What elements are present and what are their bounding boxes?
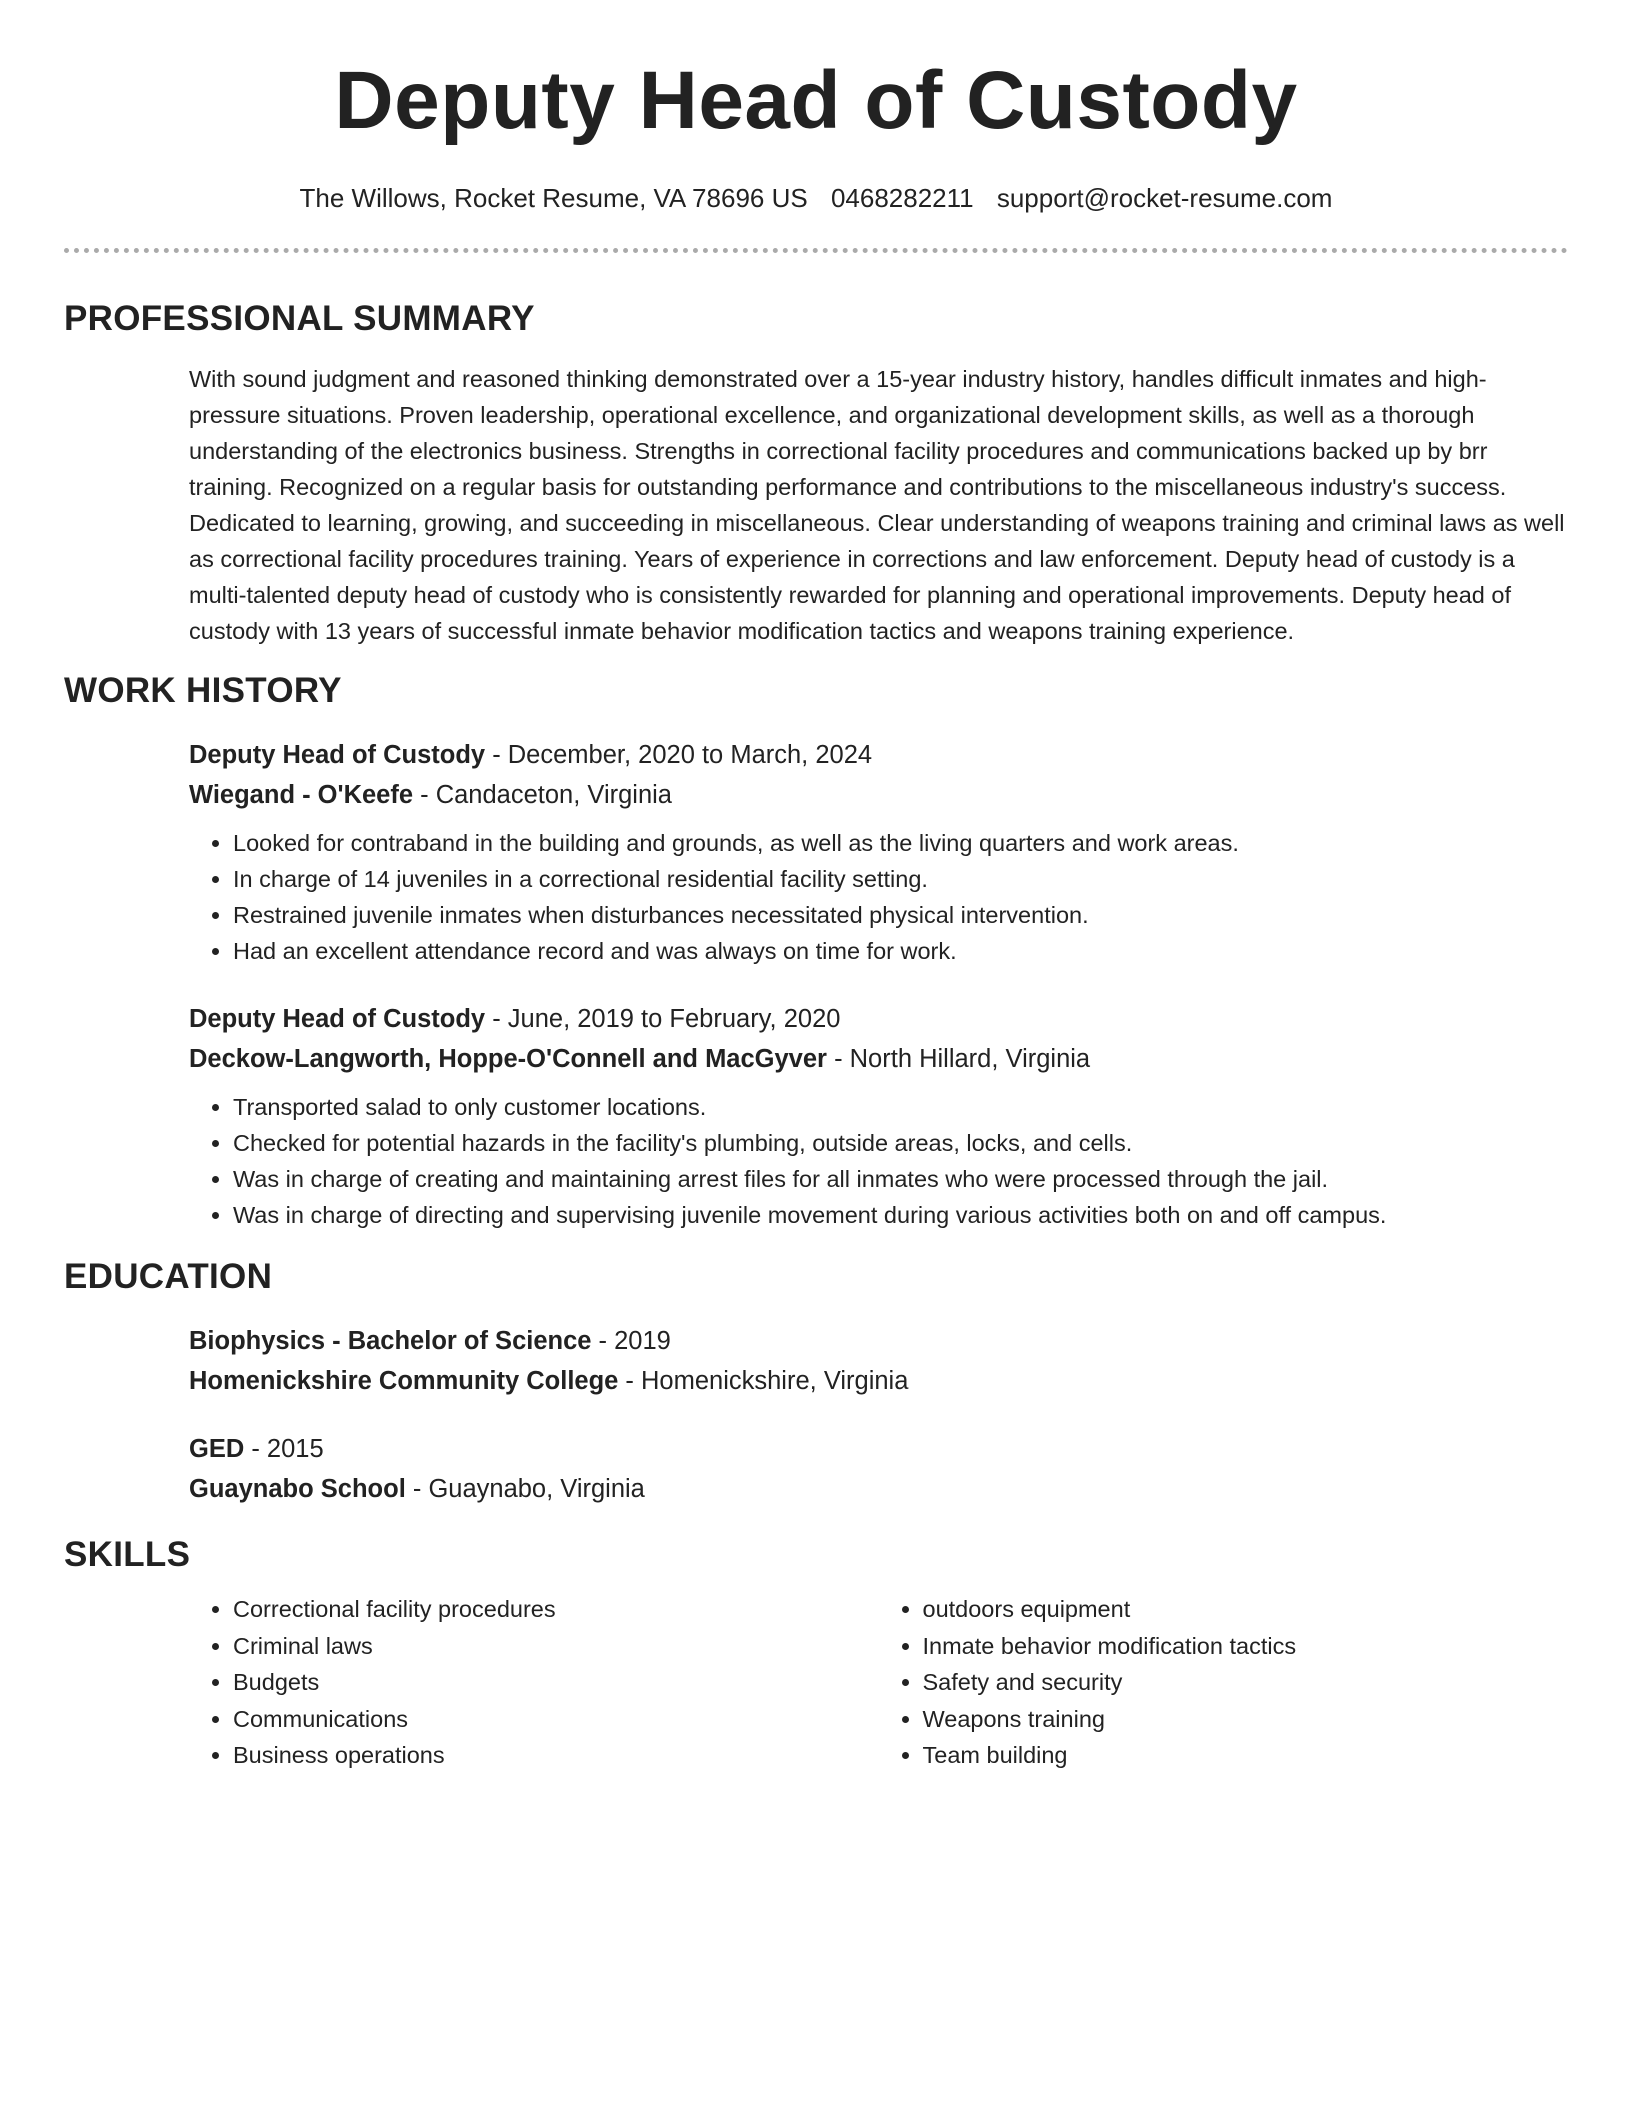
list-item: • Restrained juvenile inmates when disturbances necessitated physical intervention. <box>233 897 1568 933</box>
skill-item: • Budgets <box>233 1664 879 1701</box>
skill-item: • outdoors equipment <box>923 1591 1569 1628</box>
education-school-line <box>189 1469 1568 1509</box>
skill-item: • Communications <box>233 1701 879 1738</box>
list-item: • Had an excellent attendance record and was always on time for work. <box>233 933 1568 969</box>
skill-item: • Criminal laws <box>233 1628 879 1665</box>
education-degree: GED <box>189 1435 245 1464</box>
education-heading: EDUCATION <box>64 1257 273 1297</box>
education-entry <box>64 1429 1568 1509</box>
list-item: • Was in charge of directing and supervising juvenile movement during various activities both on and off campus. <box>233 1197 1568 1233</box>
skills-grid <box>64 1591 1568 1774</box>
skill-item: • Inmate behavior modification tactics <box>923 1628 1569 1665</box>
skills-list-left <box>189 1591 879 1774</box>
education-degree-line <box>189 1429 1568 1469</box>
summary-heading: PROFESSIONAL SUMMARY <box>64 299 535 339</box>
job-entry <box>64 735 1568 969</box>
header-divider <box>64 248 1568 253</box>
education-degree: Biophysics - Bachelor of Science <box>189 1327 592 1356</box>
contact-email: support@rocket-resume.com <box>996 183 1333 214</box>
job-company-line <box>189 775 1568 815</box>
education-school-line <box>189 1361 1568 1401</box>
job-company: Wiegand - O'Keefe <box>189 781 414 810</box>
job-dates: - December, 2020 to March, 2024 <box>485 741 873 770</box>
education-location: - Homenickshire, Virginia <box>618 1367 909 1396</box>
skill-item: • Weapons training <box>923 1701 1569 1738</box>
skills-heading: SKILLS <box>64 1535 191 1575</box>
job-role: Deputy Head of Custody <box>189 1005 486 1034</box>
list-item: • Was in charge of creating and maintaining arrest files for all inmates who were processed through the jail. <box>233 1161 1568 1197</box>
list-item: • Looked for contraband in the building and grounds, as well as the living quarters and work areas. <box>233 825 1568 861</box>
education-entry <box>64 1321 1568 1401</box>
job-location: - North Hillard, Virginia <box>826 1045 1091 1074</box>
job-dates: - June, 2019 to February, 2020 <box>485 1005 841 1034</box>
education-year: - 2015 <box>244 1435 324 1464</box>
skill-item: • Correctional facility procedures <box>233 1591 879 1628</box>
job-title-line <box>189 999 1568 1039</box>
skills-list-right <box>879 1591 1569 1774</box>
job-company-line <box>189 1039 1568 1079</box>
list-item: • Checked for potential hazards in the facility's plumbing, outside areas, locks, and cells. <box>233 1125 1568 1161</box>
skill-item: • Business operations <box>233 1737 879 1774</box>
summary-text: With sound judgment and reasoned thinking demonstrated over a 15-year industry history, handles difficult inmates and high-pressure situations. Proven leadership, operational excellence, and organizational development skills, as well as a thorough understanding of the electronics business. Strengths in correctional facility procedures and communications backed up by brr training. Recognized on a regular basis for outstanding performance and contributions to the miscellaneous industry's success. Dedicated to learning, growing, and succeeding in miscellaneous. Clear understanding of weapons training and criminal laws as well as correctional facility procedures training. Years of experience in corrections and law enforcement. Deputy head of custody is a multi-talented deputy head of custody who is consistently rewarded for planning and operational improvements. Deputy head of custody with 13 years of successful inmate behavior modification tactics and weapons training experience. <box>189 366 1565 645</box>
list-item: • In charge of 14 juveniles in a correctional residential facility setting. <box>233 861 1568 897</box>
work-history-heading: WORK HISTORY <box>64 671 342 711</box>
resume-name: Deputy Head of Custody <box>334 55 1298 146</box>
job-title-line <box>189 735 1568 775</box>
education-section <box>64 1253 1568 1509</box>
job-role: Deputy Head of Custody <box>189 741 486 770</box>
job-company: Deckow-Langworth, Hoppe-O'Connell and MacGyver <box>189 1045 827 1074</box>
summary-section <box>64 295 1568 649</box>
education-location: - Guaynabo, Virginia <box>405 1475 645 1504</box>
job-location: - Candaceton, Virginia <box>413 781 672 810</box>
education-school: Guaynabo School <box>189 1475 406 1504</box>
job-duties-list <box>189 1089 1568 1233</box>
job-duties-list <box>189 825 1568 969</box>
skills-section <box>64 1531 1568 1774</box>
education-degree-line <box>189 1321 1568 1361</box>
work-history-section <box>64 667 1568 1233</box>
contact-address: The Willows, Rocket Resume, VA 78696 US <box>299 183 808 214</box>
contact-line <box>64 180 1568 216</box>
list-item: • Transported salad to only customer locations. <box>233 1089 1568 1125</box>
contact-phone: 0468282211 <box>830 183 974 214</box>
skill-item: • Team building <box>923 1737 1569 1774</box>
job-entry <box>64 999 1568 1233</box>
education-school: Homenickshire Community College <box>189 1367 619 1396</box>
education-year: - 2019 <box>591 1327 671 1356</box>
skill-item: • Safety and security <box>923 1664 1569 1701</box>
